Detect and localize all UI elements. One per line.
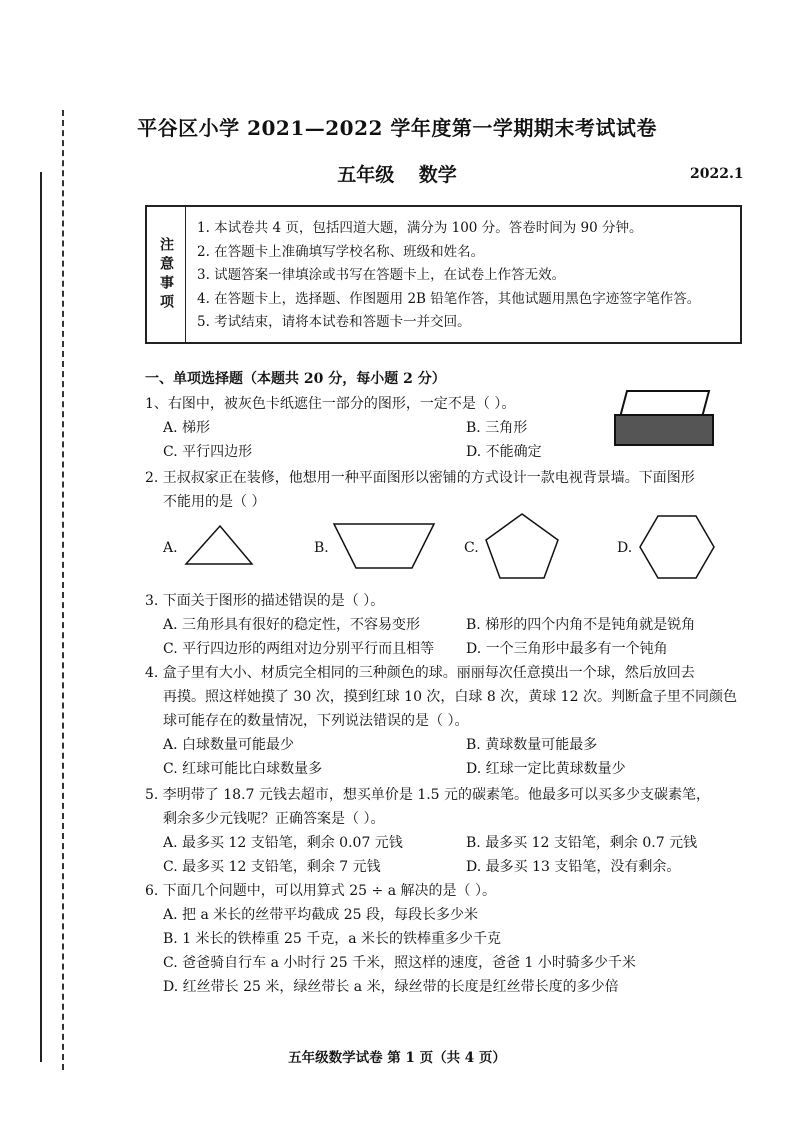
q1-stem: 1、右图中，被灰色卡纸遮住一部分的图形，一定不是（ ）。 [145,396,516,412]
trapezoid-shape [334,524,434,568]
q3-option-b: B. 梯形的四个内角不是钝角就是锐角 [466,617,696,633]
q2-label-a: A. [163,540,178,556]
q6-option-c: C. 爸爸骑自行车 a 小时行 25 千米，照这样的速度，爸爸 1 小时骑多少千米 [163,955,636,971]
q5-option-a: A. 最多买 12 支铅笔，剩余 0.07 元钱 [163,835,403,851]
q2-trapezoid-figure [330,518,440,574]
q5-option-d: D. 最多买 13 支铅笔，没有剩余。 [466,859,681,875]
q1-gray-card [615,415,713,445]
q6-option-d: D. 红丝带长 25 米，绿丝带长 a 米，绿丝带的长度是红丝带长度的多少倍 [163,979,619,995]
binding-dashed-line [62,110,64,1070]
q5-option-b: B. 最多买 12 支铅笔，剩余 0.7 元钱 [466,835,698,851]
q4-option-b: B. 黄球数量可能最多 [466,737,598,753]
notice-label [147,207,186,342]
triangle-shape [186,526,252,564]
exam-date: 2022.1 [690,166,744,182]
q4-line3: 球可能存在的数量情况，下列说法错误的是（ ）。 [163,713,469,729]
q2-triangle-figure [180,520,260,570]
notice-item: 3. 试题答案一律填涂或书写在答题卡上，在试卷上作答无效。 [197,267,566,283]
q6-option-b: B. 1 米长的铁棒重 25 千克，a 米长的铁棒重多少千克 [163,931,502,947]
q1-option-b: B. 三角形 [466,420,528,436]
q6-stem: 6. 下面几个问题中，可以用算式 25 ÷ a 解决的是（ ）。 [145,883,496,899]
notice-item: 4. 在答题卡上，选择题、作图题用 2B 铅笔作答，其他试题用黑色字迹签字笔作答。 [197,290,701,307]
q3-stem: 3. 下面关于图形的描述错误的是（ ）。 [145,593,385,609]
q2-label-d: D. [617,540,633,556]
q3-option-d: D. 一个三角形中最多有一个钝角 [466,641,668,657]
q6-option-a: A. 把 a 米长的丝带平均截成 25 段，每段长多少米 [163,907,478,923]
q4-option-d: D. 红球一定比黄球数量少 [466,761,626,777]
q5-line2: 剩余多少元钱呢？正确答案是（ ）。 [163,811,385,827]
q5-line1: 5. 李明带了 18.7 元钱去超市，想买单价是 1.5 元的碳素笔。他最多可以买多少支碳素笔， [145,787,711,803]
q2-pentagon-figure [482,510,562,582]
section-heading: 一、单项选择题（本题共 20 分，每小题 2 分） [145,371,446,387]
notice-item: 2. 在答题卡上准确填写学校名称、班级和姓名。 [197,243,485,260]
q4-option-c: C. 红球可能比白球数量多 [163,761,323,777]
q1-option-d: D. 不能确定 [466,444,542,460]
notice-item: 1. 本试卷共 4 页，包括四道大题，满分为 100 分。答卷时间为 90 分钟。 [197,220,643,236]
q2-stem-line1: 2. 王叔叔家正在装修，他想用一种平面图形以密铺的方式设计一款电视背景墙。下面图形 [145,470,695,486]
exam-subtitle: 五年级 数学 [337,164,457,186]
notice-item: 5. 考试结束，请将本试卷和答题卡一并交回。 [197,314,471,330]
q2-hexagon-figure [636,512,718,582]
notice-list [197,217,700,335]
q1-option-c: C. 平行四边形 [163,444,253,460]
q2-label-b: B. [314,540,329,556]
q1-figure [605,385,720,455]
q4-line1: 4. 盒子里有大小、材质完全相同的三种颜色的球。丽丽每次任意摸出一个球，然后放回去 [145,665,695,681]
exam-title: 平谷区小学 2021—2022 学年度第一学期期末考试试卷 [137,116,657,140]
q4-option-a: A. 白球数量可能最少 [163,737,295,753]
q1-option-a: A. 梯形 [163,420,211,436]
binding-solid-line [40,172,42,1062]
q3-option-a: A. 三角形具有很好的稳定性，不容易变形 [163,617,421,633]
notice-label-text: 注意事项 [158,236,174,313]
page-footer: 五年级数学试卷 第 1 页（共 4 页） [288,1050,506,1066]
hexagon-shape [640,516,714,578]
q3-option-c: C. 平行四边形的两组对边分别平行而且相等 [163,641,435,657]
q4-line2: 再摸。照这样她摸了 30 次，摸到红球 10 次，白球 8 次，黄球 12 次。判断盒子里不同颜色 [163,689,737,705]
q2-stem-line2: 不能用的是（ ） [163,494,266,510]
pentagon-shape [486,514,558,578]
q2-label-c: C. [464,540,479,556]
notice-box [145,205,742,344]
q5-option-c: C. 最多买 12 支铅笔，剩余 7 元钱 [163,859,381,875]
